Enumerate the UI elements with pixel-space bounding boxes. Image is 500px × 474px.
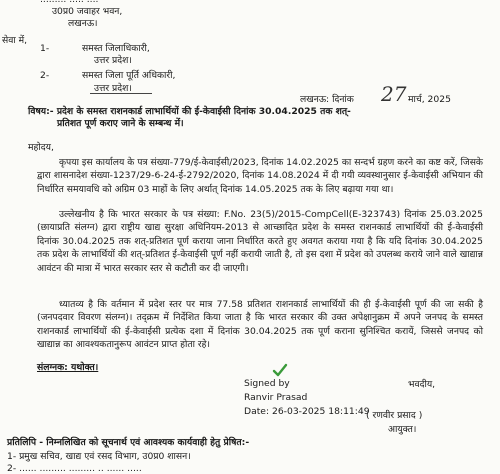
seva-mein: सेवा में, <box>2 35 28 46</box>
header-line3: लखनऊ। <box>68 18 98 29</box>
signer-name: Ranvir Prasad <box>244 392 308 403</box>
address1-line2: उत्तर प्रदेश। <box>94 55 132 66</box>
bhavdiya: भवदीय, <box>408 379 436 390</box>
copy-item-1: 1- प्रमुख सचिव, खाद्य एवं रसद विभाग, उ0प्र0 शासन। <box>7 451 191 462</box>
verified-check-icon <box>272 362 288 378</box>
salutation: महोदय, <box>28 142 54 153</box>
handwritten-day: 27 <box>381 82 407 106</box>
paragraph-1: कृपया इस कार्यालय के पत्र संख्या-779/ई-केवाईसी/2023, दिनांक 14.02.2025 का सन्दर्भ ग्रहण करने का कष्ट करें, जिसके द्वारा शासनादेश संख्या-1237/29-6-24-ई-2792/2020, दिनांक 14.08.2024 में दी गयी व्यवस्थानुसार ई-केवाईसी अभियान की निर्धारित समयावधि को अग्रिम 03 माहों के लिए अर्थात् दिनांक 14.05.2025 तक के लिए बढ़ाया गया था। <box>37 157 483 195</box>
address1-number: 1- <box>40 43 50 54</box>
paragraph-2: उल्लेखनीय है कि भारत सरकार के पत्र संख्या: F.No. 23(5)/2015-CompCell(E-323743) दिनांक 25.03.2025 (छायाप्रति संलग्न) द्वारा राष्ट्रीय खाद्य सुरक्षा अधिनियम-2013 से आच्छादित प्रदेश के समस्त राशनकार्ड लाभार्थियों की ई-केवाईसी दिनांक 30.04.2025 तक शत्-प्रतिशत पूर्ण कराया जाना निर्धारित करते हुए अवगत कराया गया है कि यदि दिनांक 30.04.2025 तक प्रदेश के लाभार्थियों की शत्-प्रतिशत ई-केवाईसी पूर्ण नहीं करायी जाती है, तो इस दशा में प्रदेश को उपलब्ध कराये जाने वाले खाद्यान्न आवंटन की मात्रा में भारत सरकार स्तर से कटौती कर दी जाएगी। <box>37 209 483 274</box>
address2-line1: समस्त जिला पूर्ति अधिकारी, <box>82 70 176 81</box>
address2-number: 2- <box>40 70 50 81</box>
enclosure: संलग्नक: यथोक्त। <box>37 362 99 373</box>
copy-item-2: 2- ...... ......... ......... .. ...... ..... <box>7 463 142 474</box>
copy-heading: प्रतिलिपि - निम्नलिखित को सूचनार्थ एवं आवश्यक कार्यवाही हेतु प्रेषित:- <box>7 437 250 448</box>
date-prefix: लखनऊ: दिनांक <box>300 94 354 105</box>
signature-date: Date: 26-03-2025 18:11:49 <box>244 406 370 417</box>
subject-line2: प्रतिशत पूर्ण कराए जाने के सम्बन्ध में। <box>57 118 184 129</box>
header-line2: उ0प्र0 जवाहर भवन, <box>52 6 123 17</box>
header-line1 <box>40 0 98 5</box>
designation: आयुक्त। <box>388 424 417 435</box>
address-underline <box>90 93 152 94</box>
address2-line2: उत्तर प्रदेश। <box>94 83 132 94</box>
signed-by: Signed by <box>244 378 290 389</box>
date-suffix: मार्च, 2025 <box>408 94 451 105</box>
subject-line1: विषय:- प्रदेश के समस्त राशनकार्ड लाभार्थियों की ई-केवाईसी दिनांक 30.04.2025 तक शत्- <box>28 106 351 117</box>
paragraph-3: ध्यातव्य है कि वर्तमान में प्रदेश स्तर पर मात्र 77.58 प्रतिशत राशनकार्ड लाभार्थियों की ही ई-केवाईसी पूर्ण की जा सकी है (जनपदवार विवरण संलग्न)। तद्क्रम में निर्देशित किया जाता है कि भारत सरकार की उक्त अपेक्षानुक्रम में अपने जनपद के समस्त राशनकार्ड लाभार्थियों की ई-केवाईसी प्रत्येक दशा में दिनांक 30.04.2025 तक पूर्ण कराना सुनिश्चित करायें, जिससे जनपद को खाद्यान्न का आवश्यकतानुरूप आवंटन प्राप्त होता रहे। <box>37 299 483 351</box>
address1-line1: समस्त जिलाधिकारी, <box>82 43 150 54</box>
signer-hindi-name: ( रणवीर प्रसाद ) <box>366 410 423 421</box>
